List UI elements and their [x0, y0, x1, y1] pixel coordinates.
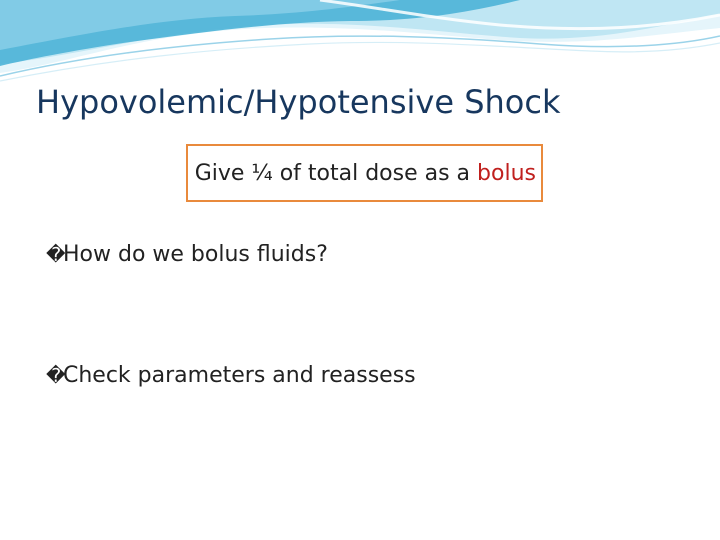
bullet-text: Check parameters and reassess	[63, 363, 416, 388]
missing-glyph-icon: �	[46, 365, 66, 387]
slide-title: Hypovolemic/Hypotensive Shock	[36, 83, 561, 121]
wave-header-decoration	[0, 0, 720, 90]
callout-text	[195, 161, 536, 186]
missing-glyph-icon: �	[46, 244, 66, 266]
callout-main-text: Give ¼ of total dose as a	[194, 160, 478, 186]
callout-highlight-text: bolus	[477, 160, 536, 186]
bullet-item	[46, 362, 416, 390]
callout-box	[186, 144, 543, 202]
bullet-text: How do we bolus fluids?	[63, 242, 328, 267]
bullet-item	[46, 241, 328, 269]
